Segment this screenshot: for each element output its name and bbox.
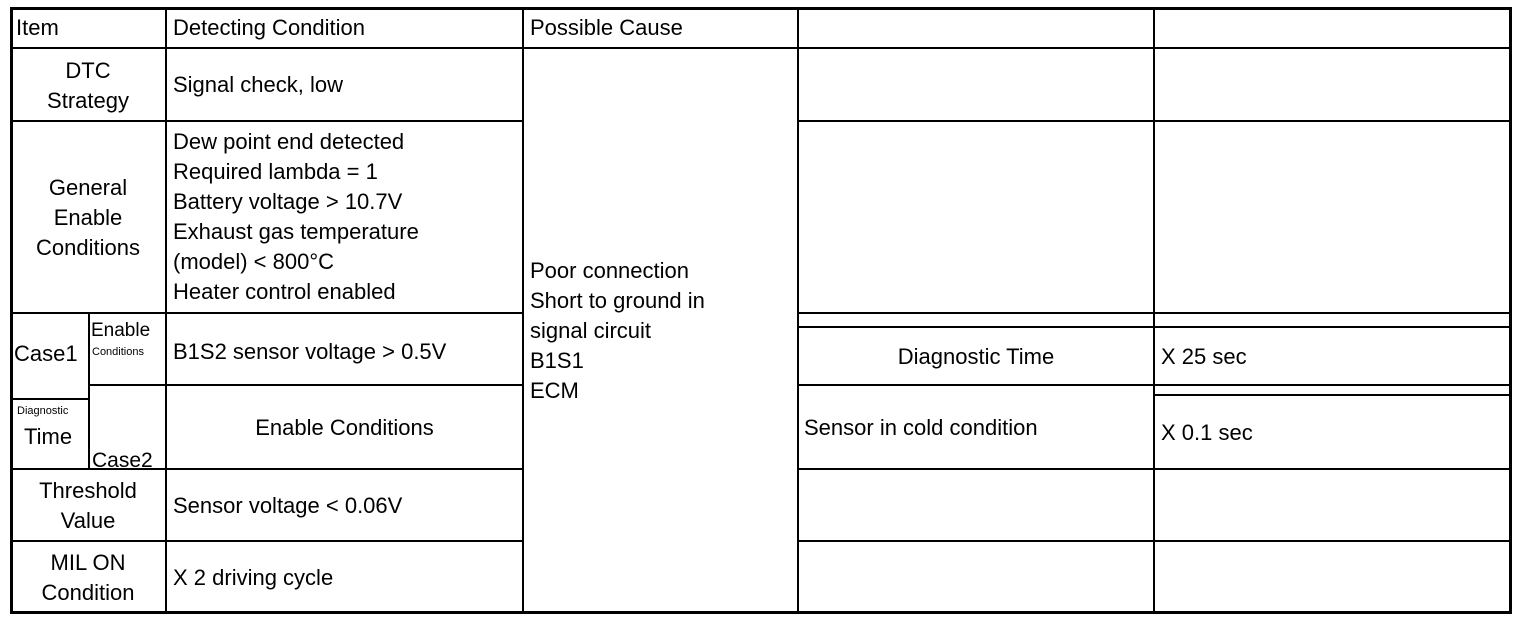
case2-value: Sensor in cold condition <box>804 415 1038 440</box>
possible-causes <box>530 256 705 406</box>
right-divider-3 <box>797 326 1512 328</box>
row-divider-case2 <box>10 468 524 470</box>
condition-line: Exhaust gas temperature <box>173 219 419 244</box>
row-divider-case1 <box>88 384 524 386</box>
condition-line: Battery voltage > 10.7V <box>173 189 403 214</box>
right-divider-6 <box>797 468 1512 470</box>
col-divider-3 <box>797 7 799 614</box>
header-item: Item <box>16 15 59 40</box>
case1-time-label: Diagnostic Time <box>897 344 1055 369</box>
row-divider-dtc <box>10 120 524 122</box>
case1-label: Case1 <box>14 341 78 366</box>
case1-conditions-label: Conditions <box>92 346 144 358</box>
right-divider-5 <box>1153 394 1512 396</box>
condition-line: (model) < 800°C <box>173 249 335 274</box>
case1-value: B1S2 sensor voltage > 0.5V <box>173 339 447 364</box>
case-divider <box>88 312 90 469</box>
case2-time-value: X 0.1 sec <box>1161 420 1253 445</box>
col-divider-1 <box>165 7 167 614</box>
dtc-strategy-value: Signal check, low <box>173 72 343 97</box>
row-divider-threshold <box>10 540 524 542</box>
case2-enable-label: Enable Conditions <box>255 415 434 440</box>
case2-time-left: Time <box>24 424 73 449</box>
cause-line: Poor connection <box>530 258 689 283</box>
header-possible-cause: Possible Cause <box>530 15 683 40</box>
row-divider-header <box>10 47 1512 49</box>
case1-enable-label: Enable <box>91 320 151 341</box>
case2-diagnostic-small: Diagnostic <box>17 405 69 417</box>
right-divider-4 <box>797 384 1512 386</box>
col-divider-2 <box>522 7 524 614</box>
condition-line: Required lambda = 1 <box>173 159 378 184</box>
general-enable-label: General Enable Conditions <box>36 175 140 260</box>
right-divider-7 <box>797 540 1512 542</box>
row-divider-case-left <box>10 398 90 400</box>
mil-value: X 2 driving cycle <box>173 565 334 590</box>
right-divider-1 <box>797 120 1512 122</box>
condition-line: Dew point end detected <box>173 129 405 154</box>
cause-line: ECM <box>530 378 579 403</box>
header-detecting-condition: Detecting Condition <box>173 15 366 40</box>
cause-line: B1S1 <box>530 348 584 373</box>
dtc-strategy-label: DTC Strategy <box>47 58 129 113</box>
col-divider-4 <box>1153 7 1155 614</box>
right-divider-2 <box>797 312 1512 314</box>
cause-line: Short to ground in <box>530 288 705 313</box>
threshold-value: Sensor voltage < 0.06V <box>173 493 403 518</box>
case1-time-value: X 25 sec <box>1161 344 1247 369</box>
condition-line: Heater control enabled <box>173 279 396 304</box>
case2-label: Case2 <box>92 449 153 472</box>
threshold-label: Threshold Value <box>39 478 137 533</box>
cause-line: signal circuit <box>530 318 652 343</box>
row-divider-general <box>10 312 524 314</box>
general-enable-conditions <box>173 127 419 307</box>
mil-label: MIL ON Condition <box>41 550 135 605</box>
